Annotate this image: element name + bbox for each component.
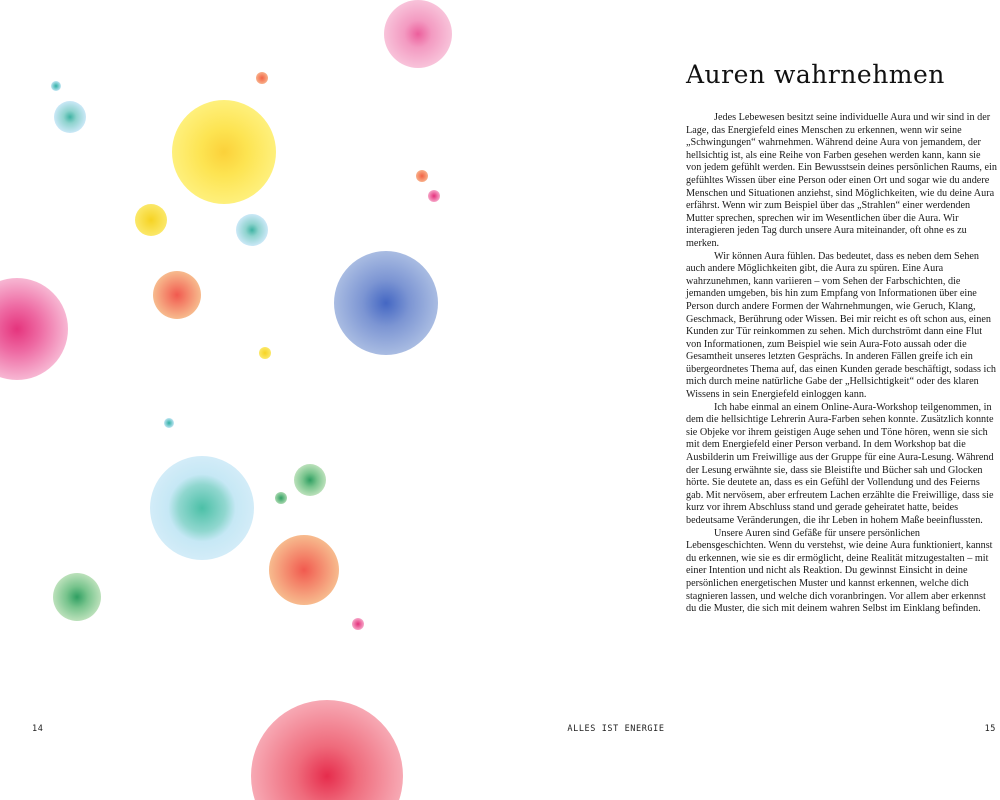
bubble-tiny-teal-1 bbox=[51, 81, 61, 91]
bubble-tiny-pink-2 bbox=[352, 618, 364, 630]
bubble-yellow-large bbox=[172, 100, 276, 204]
bubble-tiny-pink-1 bbox=[428, 190, 440, 202]
bubble-tiny-green bbox=[275, 492, 287, 504]
page-number-right: 15 bbox=[984, 724, 996, 734]
article-paragraph: Unsere Auren sind Gefäße für unsere persönlichen Lebensgeschichten. Wenn du verstehst, wie deine Aura funktioniert, kannst du erkennen, wie sie es dir ermöglicht, deine Realität mitzugestalten – mit einer Intention und nicht als Reaktion. Du gewinnst Einsicht in deine persönlichen energetischen Muster und kannst erkennen, welche dich stagnieren lassen, und welche dich voranbringen. Vor allem aber erkennst du die Muster, die sich mit deinem wahren Selbst im Einklang befinden. bbox=[686, 527, 993, 615]
bubble-orange-large bbox=[269, 535, 339, 605]
bubble-green-small bbox=[294, 464, 326, 496]
bubble-tiny-orange-2 bbox=[416, 170, 428, 182]
bubble-teal-large bbox=[150, 456, 254, 560]
bubble-tiny-teal-2 bbox=[164, 418, 174, 428]
article-paragraph: Jedes Lebewesen besitzt seine individuelle Aura und wir sind in der Lage, das Energiefeld eines Menschen zu erkennen, wenn wir seine „Schwingungen“ wahrnehmen. Während deine Aura von jemandem, der hellsichtig ist, als eine Reihe von Farben gesehen werden kann, kann sie von jedem gefühlt werden. Ein Bewusstsein deines persönlichen Raums, ein gefühltes Wissen über eine Person oder einen Ort und sogar wie du andere Menschen und Situationen anziehst, sind Möglichkeiten, wie du deine Aura erfährst. Wenn wir zum Beispiel über das „Strahlen“ einer werdenden Mutter sprechen, sprechen wir im Wesentlichen über die Aura. Wir interagieren jeden Tag durch unsere Aura miteinander, oft ohne es zu merken. bbox=[686, 112, 997, 249]
article-body bbox=[686, 112, 998, 616]
bubble-teal-small-1 bbox=[54, 101, 86, 133]
article-paragraph: Ich habe einmal an einem Online-Aura-Workshop teilgenommen, in dem die hellsichtige Lehrerin Aura-Farben sehen konnte. Zusätzlich konnte sie Objeke vor ihrem geistigen Auge sehen und Töne hören, wenn sie sich mit dem Energiefeld einer Person verband. In dem Workshop bat die Ausbilderin um Freiwillige aus der Gruppe für eine Aura-Lesung. Während der Lesung erwähnte sie, dass sie Bleistifte und Bücher sah und Glocken hörte. Sie deutete an, dass es ein Gefühl der Vollendung und des Feierns gab. Mit nervösem, aber erfreutem Lachen erzählte die Freiwillige, dass sie kurz vor ihrem Abschluss stand und gerade geheiratet hatte, beides bedeutsame Veränderungen, die ihr Leben in hohem Maße beeinflussten. bbox=[686, 401, 994, 526]
bubble-pink-left-edge bbox=[0, 278, 68, 380]
bubble-yellow-small bbox=[135, 204, 167, 236]
article-title: Auren wahrnehmen bbox=[686, 60, 945, 89]
article-paragraph: Wir können Aura fühlen. Das bedeutet, dass es neben dem Sehen auch andere Möglichkeiten gibt, die Aura zu spüren. Eine Aura wahrzunehmen, kann variieren – vom Sehen der Farbschichten, die jemanden umgeben, bis hin zum Empfang von Informationen über eine Person durch andere Formen der Wahrnehmungen, wie Geruch, Klang, Geschmack, Berührung oder Wissen. Bei mir reicht es oft schon aus, einen Kunden zur Tür reinkommen zu sehen. Mich durchströmt dann eine Flut von Informationen, zum Beispiel wie sein Aura-Foto aussah oder die Gesamtheit unseres letzten Gesprächs. In anderen Fällen greife ich ein übergeordnetes Thema auf, das einen Kunden gerade beschäftigt, sodass ich mich durch meine natürliche Gabe der „Hellsichtigkeit“ oder des klaren Wissens in sein Energiefeld einloggen kann. bbox=[686, 250, 996, 401]
bubble-pink-top bbox=[384, 0, 452, 68]
running-title: ALLES IST ENERGIE bbox=[567, 724, 665, 734]
article bbox=[686, 60, 998, 616]
bubble-green-medium bbox=[53, 573, 101, 621]
bubble-blue-large bbox=[334, 251, 438, 355]
bubble-tiny-yellow bbox=[259, 347, 271, 359]
bubble-teal-small-2 bbox=[236, 214, 268, 246]
bubble-tiny-orange-1 bbox=[256, 72, 268, 84]
page-number-left: 14 bbox=[32, 724, 44, 734]
bubble-red-bottom bbox=[251, 700, 403, 800]
bubble-orange-medium bbox=[153, 271, 201, 319]
